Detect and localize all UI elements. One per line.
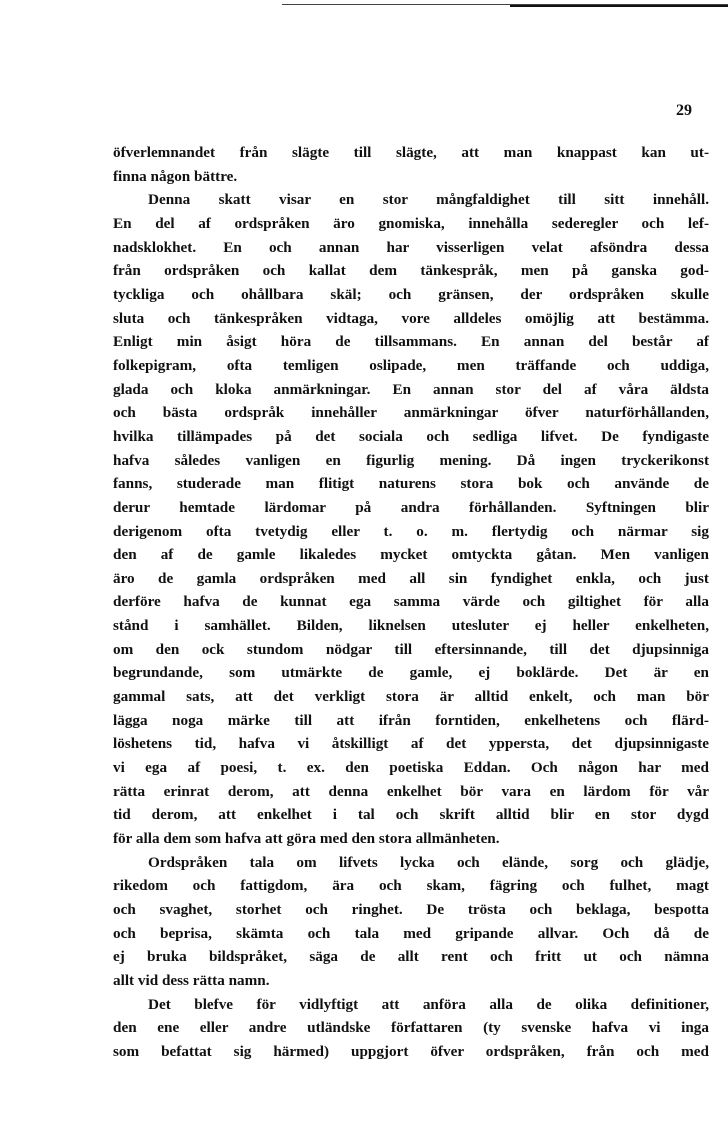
- text-line: Enligt min åsigt höra de tillsammans. En annan del består af: [113, 333, 709, 351]
- text-line: begrundande, som utmärkte de gamle, ej boklärde. Det är en: [113, 664, 709, 682]
- text-line: derigenom ofta tvetydig eller t. o. m. flertydig och närmar sig: [113, 522, 709, 540]
- text-line: från ordspråken och kallat dem tänkespråk, men på ganska god-: [113, 262, 709, 280]
- text-line: den af de gamle likaledes mycket omtyckta gåtan. Men vanligen: [113, 546, 709, 564]
- text-line: och bästa ordspråk innehåller anmärkningar öfver naturförhållanden,: [113, 404, 709, 422]
- text-line: sluta och tänkespråken vidtaga, vore alldeles omöjlig att bestämma.: [113, 309, 709, 327]
- text-line: för alla dem som hafva att göra med den stora allmänheten.: [113, 830, 500, 848]
- text-line: stånd i samhället. Bilden, liknelsen utesluter ej heller enkelheten,: [113, 617, 709, 635]
- text-line: finna någon bättre.: [113, 167, 238, 185]
- text-line: löshetens tid, hafva vi åtskilligt af det yppersta, det djupsinnigaste: [113, 735, 709, 753]
- text-line: derur hemtade lärdomar på andra förhållanden. Syftningen blir: [113, 498, 709, 516]
- text-line: derföre hafva de kunnat ega samma värde och giltighet för alla: [113, 593, 709, 611]
- text-line: Ordspråken tala om lifvets lycka och elände, sorg och glädje,: [148, 853, 709, 871]
- top-rule-thick: [510, 5, 728, 7]
- text-line: lägga noga märke till att ifrån forntiden, enkelhetens och flärd-: [113, 711, 709, 729]
- text-line: hafva således vanligen en figurlig mening. Då ingen tryckerikonst: [113, 451, 709, 469]
- page-number: 29: [676, 102, 692, 119]
- text-line: öfverlemnandet från slägte till slägte, att man knappast kan ut-: [113, 144, 709, 161]
- text-line: vi ega af poesi, t. ex. den poetiska Eddan. Och någon har med: [113, 759, 709, 777]
- text-line: allt vid dess rätta namn.: [113, 971, 270, 989]
- text-line: och beprisa, skämta och tala med gripande allvar. Och då de: [113, 924, 709, 942]
- text-line: tyckliga och ohållbara skäl; och gränsen, der ordspråken skulle: [113, 285, 709, 303]
- text-line: rikedom och fattigdom, ära och skam, fägring och fulhet, magt: [113, 877, 709, 895]
- text-line: En del af ordspråken äro gnomiska, innehålla sederegler och lef-: [113, 214, 709, 232]
- text-line: nadsklokhet. En och annan har visserligen velat afsöndra dessa: [113, 238, 709, 256]
- text-line: glada och kloka anmärkningar. En annan stor del af våra äldsta: [113, 380, 709, 398]
- text-line: som befattat sig härmed) uppgjort öfver ordspråken, från och med: [113, 1042, 709, 1060]
- body-text: [113, 141, 709, 1064]
- text-line: tid derom, att enkelhet i tal och skrift alltid blir en stor dygd: [113, 806, 709, 824]
- text-line: den ene eller andre utländske författaren (ty svenske hafva vi inga: [113, 1019, 709, 1037]
- text-line: ej bruka bildspråket, säga de allt rent och fritt ut och nämna: [113, 948, 709, 966]
- text-line: folkepigram, ofta temligen oslipade, men träffande och uddiga,: [113, 356, 709, 374]
- text-line: Denna skatt visar en stor mångfaldighet till sitt innehåll.: [148, 191, 709, 209]
- text-line: äro de gamla ordspråken med all sin fyndighet enkla, och just: [113, 569, 709, 587]
- text-line: om den ock stundom nödgar till eftersinnande, till det djupsinniga: [113, 640, 709, 658]
- text-line: Det blefve för vidlyftigt att anföra alla de olika definitioner,: [148, 995, 709, 1013]
- text-line: och svaghet, storhet och ringhet. De trösta och beklaga, bespotta: [113, 901, 709, 918]
- text-line: rätta erinrat derom, att denna enkelhet bör vara en lärdom för vår: [113, 782, 709, 800]
- text-line: gammal sats, att det verkligt stora är alltid enkelt, och man bör: [113, 688, 709, 706]
- text-line: hvilka tillämpades på det sociala och sedliga lifvet. De fyndigaste: [113, 427, 709, 445]
- text-line: fanns, studerade man flitigt naturens stora bok och använde de: [113, 475, 709, 493]
